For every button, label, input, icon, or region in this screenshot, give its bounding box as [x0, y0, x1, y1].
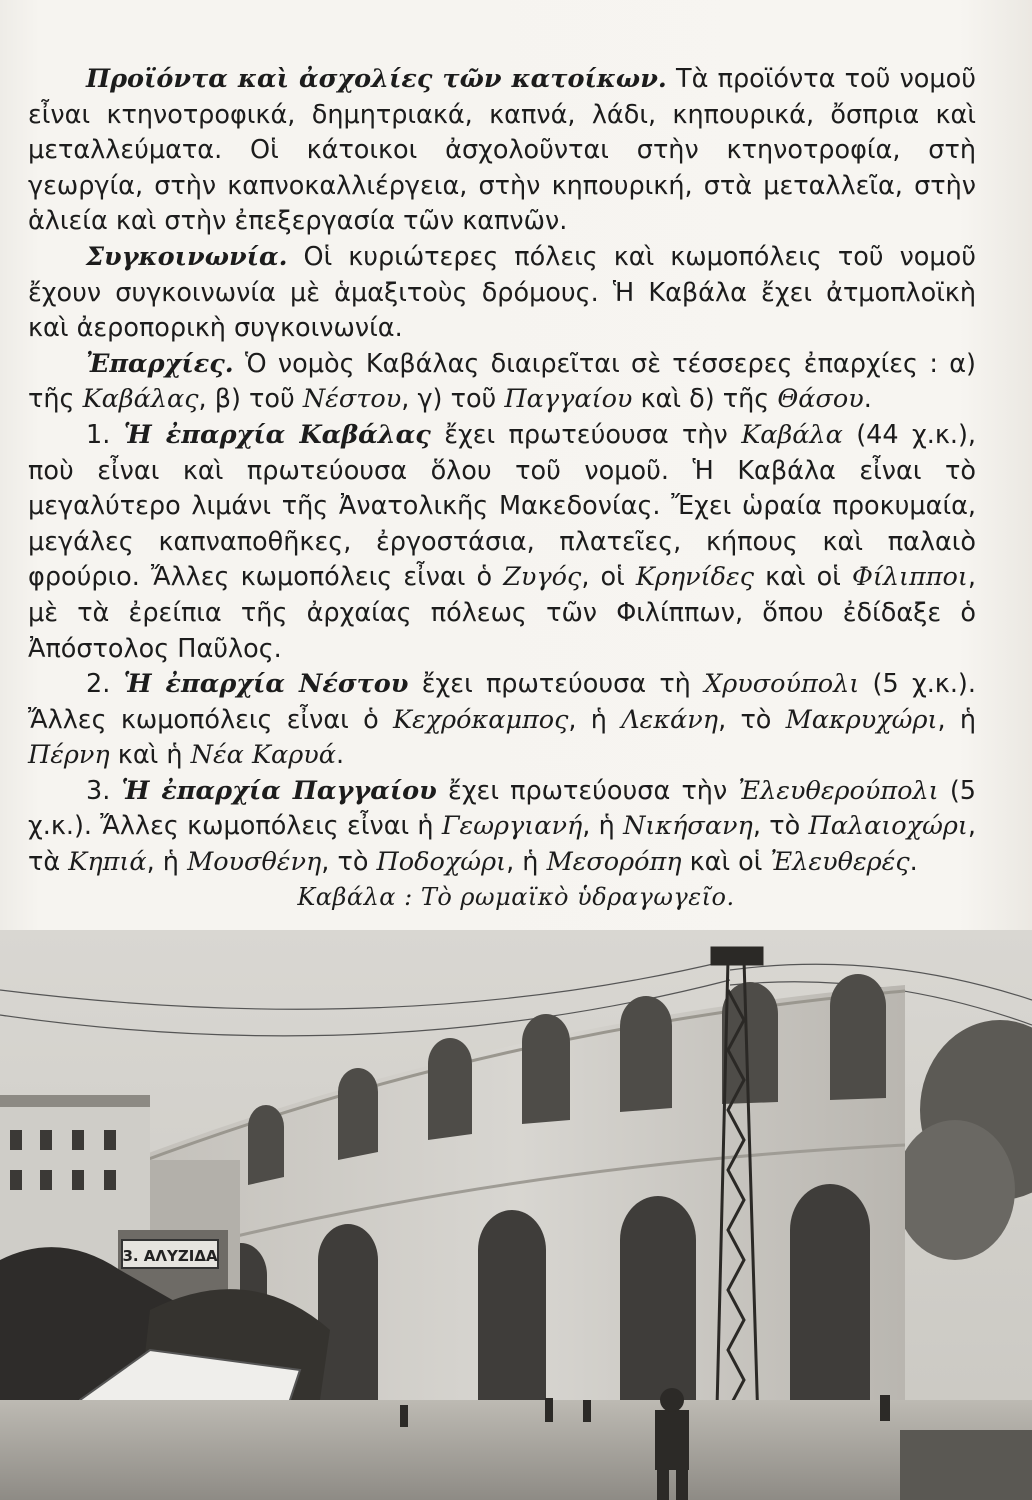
- place-name: Νέστου: [302, 384, 402, 415]
- place-name: Χρυσούπολι: [704, 669, 860, 700]
- text-segment: ἔχει πρωτεύουσα τὴ: [408, 669, 705, 700]
- text-segment: , τὸ: [718, 704, 786, 735]
- place-name: Ποδοχώρι: [376, 847, 507, 878]
- text-segment: , τὸ: [321, 847, 377, 878]
- text-segment: (5 χ.κ.). Ἄλλες κωμοπόλεις εἶναι ὁ: [28, 669, 976, 735]
- item-number: 1.: [86, 419, 124, 450]
- heading-transport: Συγκοινωνία.: [86, 241, 288, 272]
- text-segment: καὶ ἡ: [109, 740, 191, 771]
- place-name: Μεσορόπη: [546, 847, 682, 878]
- heading-pangaio-province: Ἡ ἐπαρχία Παγγαίου: [121, 775, 437, 806]
- place-name: Μακρυχώρι: [785, 704, 938, 735]
- body-text: [28, 62, 976, 881]
- place-name: Λεκάνη: [621, 704, 719, 735]
- text-segment: , ἡ: [568, 704, 622, 735]
- place-name: Γεωργιανή: [441, 811, 583, 842]
- text-segment: , τὰ: [28, 811, 976, 878]
- place-name: Πέρνη: [28, 740, 110, 771]
- text-segment: καὶ οἱ: [681, 847, 771, 878]
- text-segment: (5 χ.κ.). Ἄλλες κωμοπόλεις εἶναι ἡ: [28, 775, 977, 842]
- heading-kavala-province: Ἡ ἐπαρχία Καβάλας: [123, 419, 431, 450]
- kiosk-sign-text: 3. ΑΛΥΖΙΔΑ: [122, 1247, 218, 1265]
- place-name: Ἐλευθερές: [770, 847, 910, 878]
- text-segment: , ἡ: [506, 847, 547, 878]
- paragraph-transport: [28, 240, 976, 347]
- paragraph-products: [28, 62, 976, 240]
- paragraph-pangaio-province: [28, 774, 976, 881]
- text-segment: ἔχει πρωτεύουσα τὴν: [430, 419, 742, 450]
- place-name: Θάσου: [777, 384, 864, 415]
- tree-right-lower: [895, 1120, 1015, 1260]
- text-segment: , τὸ: [752, 811, 809, 842]
- photo-caption: Καβάλα : Τὸ ρωμαϊκὸ ὑδραγωγεῖο.: [297, 883, 735, 911]
- place-name: Ζυγός: [503, 562, 582, 593]
- heading-products: Προϊόντα καὶ ἀσχολίες τῶν κατοίκων.: [86, 64, 667, 94]
- paragraph-kavala-province: [28, 418, 976, 667]
- place-name: Κρηνίδες: [635, 562, 754, 593]
- place-name: Κεχρόκαμπος: [392, 704, 569, 735]
- text-products: Τὰ προϊόντα τοῦ νομοῦ εἶναι κτηνοτροφικά, δημητριακά, καπνά, λάδι, κηπουρικά, ὄσπρια καὶ μεταλλεύματα. Οἱ κάτοικοι ἀσχολοῦνται στὴν κτηνοτροφία, στὴ γεωργία, στὴν καπνοκαλλιέργεια, στὴν κηπουρική, στὰ μεταλλεῖα, στὴν ἁλιεία καὶ στὴν ἐπεξεργασία τῶν καπνῶν.: [28, 64, 976, 237]
- text-segment: , β) τοῦ: [198, 384, 303, 415]
- text-segment: , γ) τοῦ: [401, 384, 505, 415]
- vehicle: [900, 1430, 1032, 1500]
- text-segment: , ἡ: [937, 704, 976, 735]
- place-name: Νικήσανη: [623, 811, 753, 842]
- text-segment: , μὲ τὰ ἐρείπια τῆς ἀρχαίας πόλεως τῶν Φιλίππων, ὅπου ἐδίδαξε ὁ Ἀπόστολος Παῦλος.: [28, 562, 976, 664]
- aqueduct-photo: [0, 930, 1032, 1500]
- place-name: Καβάλας: [82, 384, 199, 415]
- place-name: Φίλιπποι: [851, 562, 968, 593]
- text-segment: , οἱ: [581, 562, 636, 593]
- text-segment: (44 χ.κ.), ποὺ εἶναι καὶ πρωτεύουσα ὅλου τοῦ νομοῦ. Ἡ Καβάλα εἶναι τὸ μεγαλύτερο λιμάνι τῆς Ἀνατολικῆς Μακεδονίας. Ἔχει ὡραία προκυμαία, μεγάλες καπναποθῆκες, ἐργοστάσια, πλατεῖες, κήπους καὶ παλαιὸ φρούριο. Ἄλλες κωμοπόλεις εἶναι ὁ: [28, 419, 977, 593]
- place-name: Παλαιοχώρι: [808, 811, 968, 842]
- text-segment: .: [863, 384, 872, 415]
- text-transport: Οἱ κυριώτερες πόλεις καὶ κωμοπόλεις τοῦ νομοῦ ἔχουν συγκοινωνία μὲ ἁμαξιτοὺς δρόμους. Ἡ Καβάλα ἔχει ἀτμοπλοϊκὴ καὶ ἀεροπορικὴ συγκοινωνία.: [28, 241, 976, 344]
- place-name: Παγγαίου: [504, 384, 633, 415]
- text-segment: .: [909, 847, 918, 878]
- text-segment: καὶ δ) τῆς: [632, 384, 778, 415]
- place-name: Κηπιά: [68, 847, 147, 878]
- text-segment: , ἡ: [146, 847, 188, 878]
- place-name: Καβάλα: [741, 419, 843, 450]
- place-name: Μουσθένη: [187, 847, 322, 878]
- paragraph-nestos-province: [28, 667, 976, 774]
- place-name: Ἐλευθερούπολι: [738, 775, 939, 806]
- place-name: Νέα Καρυά: [190, 740, 336, 771]
- text-segment: .: [335, 740, 345, 771]
- paragraph-provinces: [28, 347, 976, 418]
- street-ground: [0, 1400, 1032, 1500]
- text-segment: Ὁ νομὸς Καβάλας διαιρεῖται σὲ τέσσερες ἐπαρχίες : α) τῆς: [28, 348, 976, 415]
- heading-provinces: Ἐπαρχίες.: [86, 348, 234, 379]
- text-segment: , ἡ: [582, 811, 624, 842]
- text-segment: ἔχει πρωτεύουσα τὴν: [436, 775, 739, 806]
- item-number: 3.: [86, 775, 122, 806]
- heading-nestos-province: Ἡ ἐπαρχία Νέστου: [123, 669, 409, 700]
- text-segment: καὶ οἱ: [753, 562, 852, 593]
- item-number: 2.: [86, 669, 124, 700]
